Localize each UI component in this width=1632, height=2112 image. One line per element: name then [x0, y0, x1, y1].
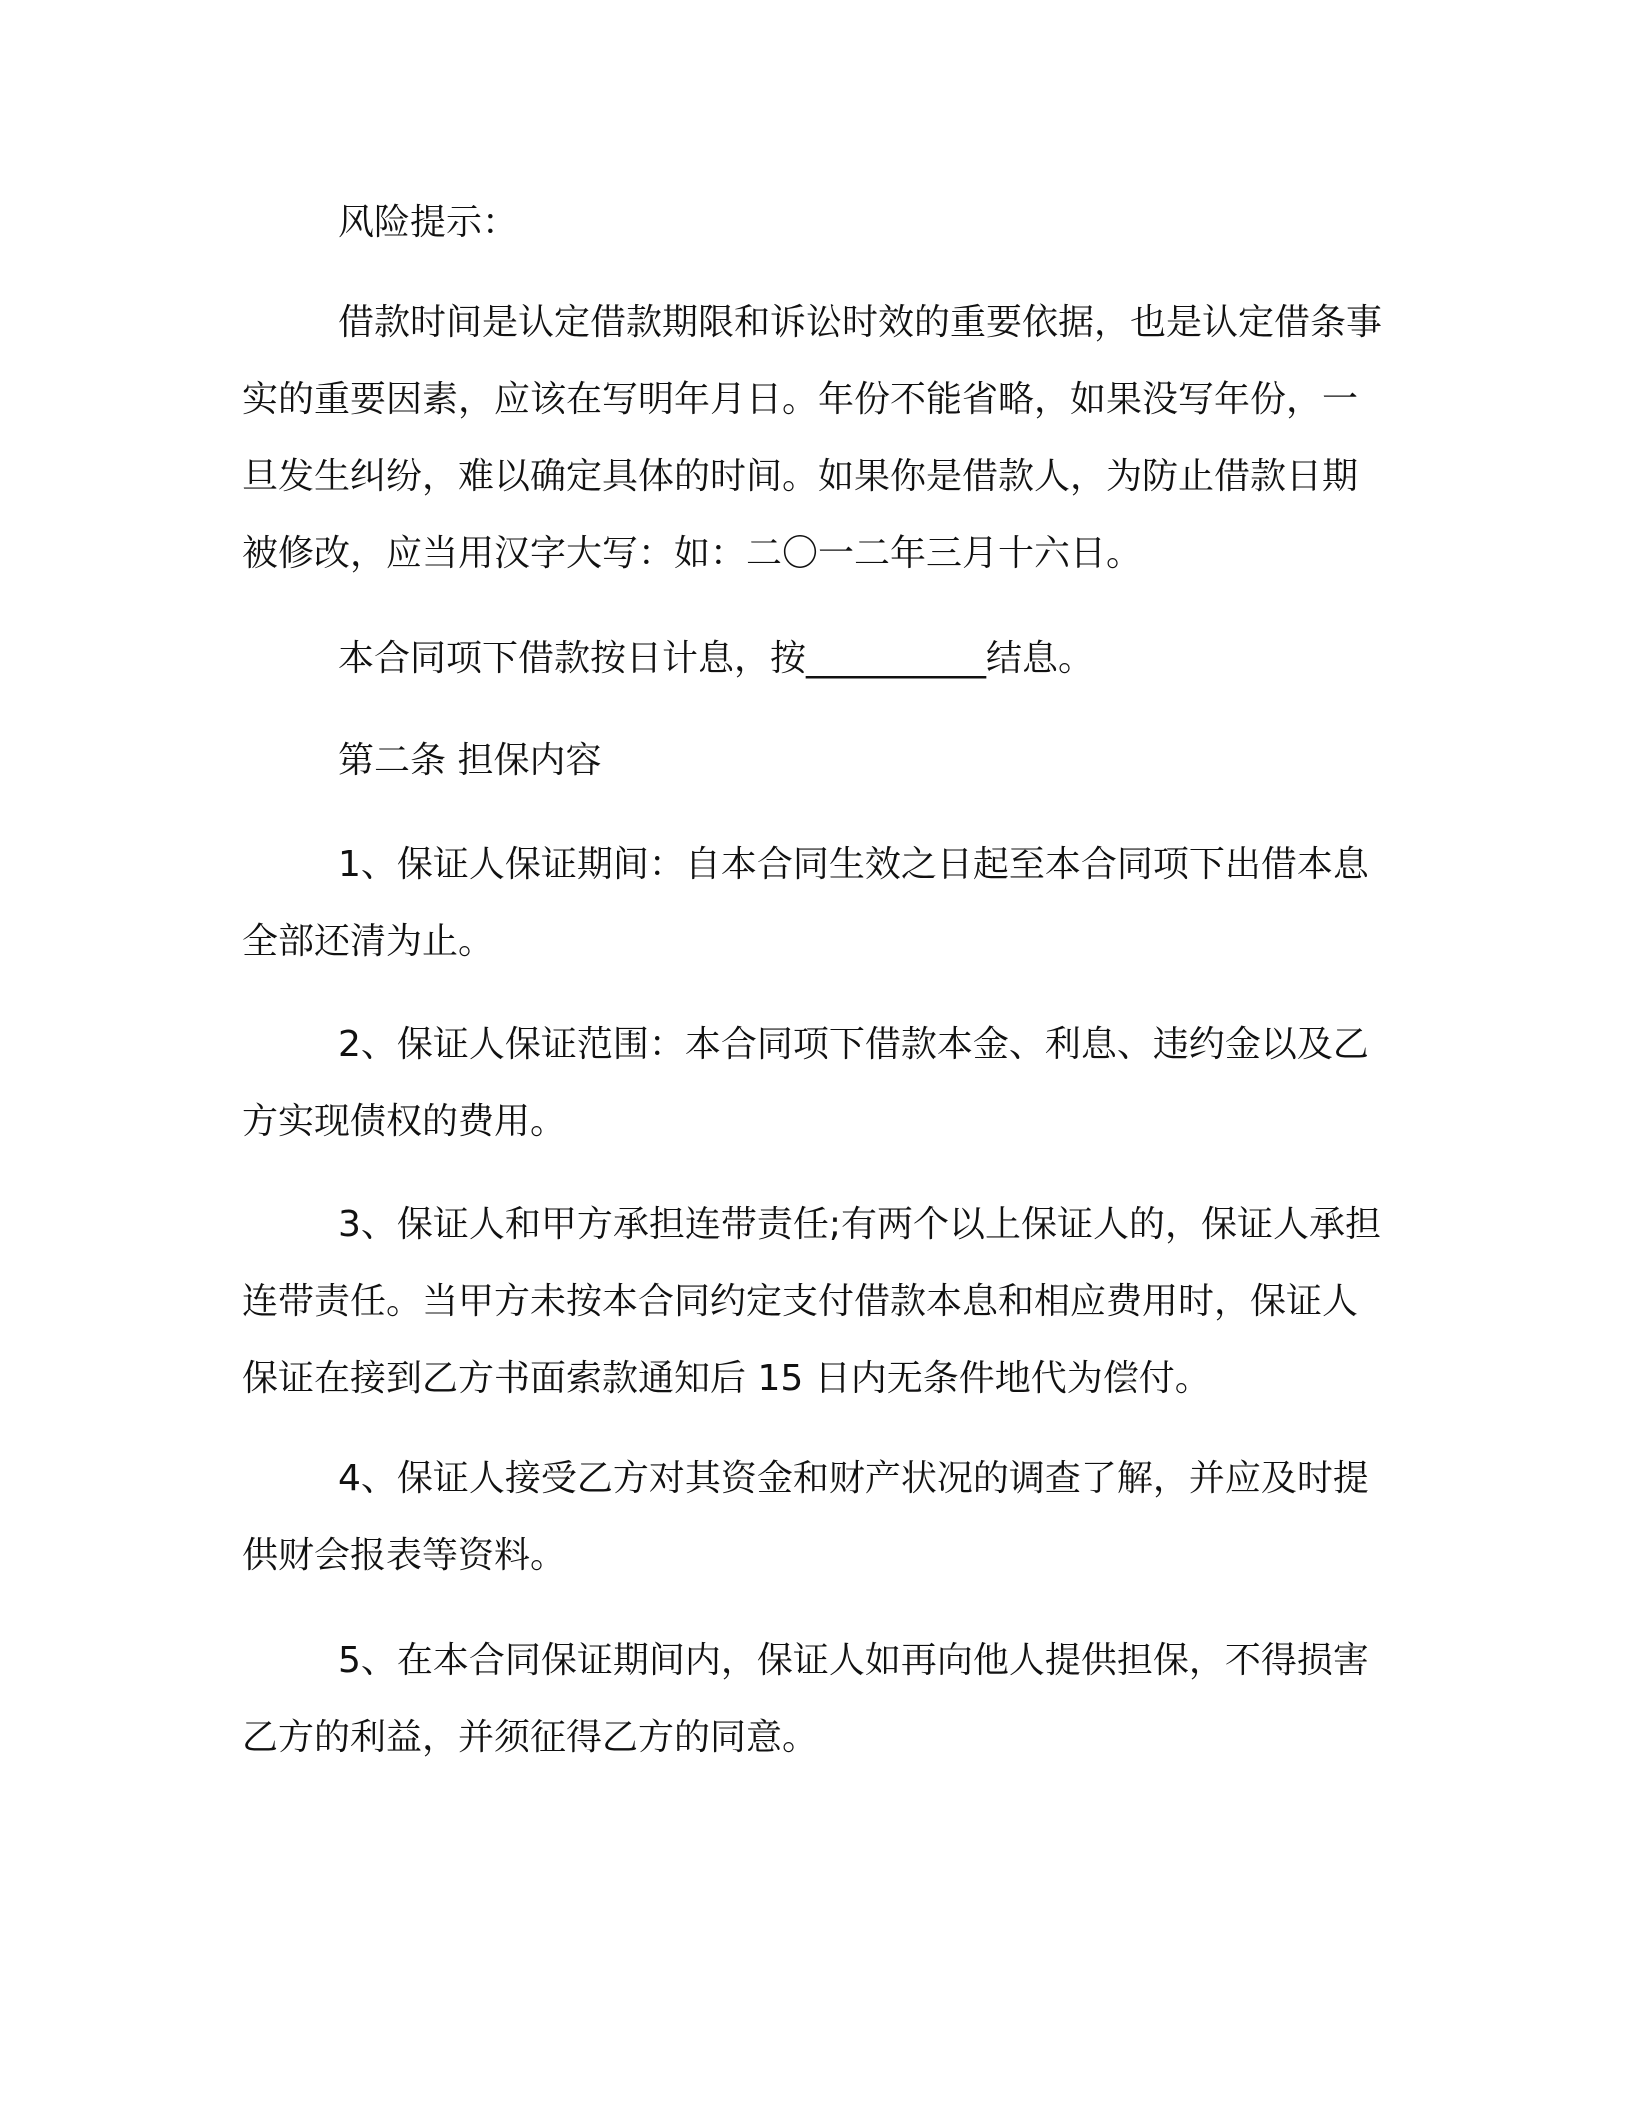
guarantee-item-1: 1、保证人保证期间：自本合同生效之日起至本合同项下出借本息全部还清为止。: [242, 844, 1369, 962]
guarantee-item-5: 5、在本合同保证期间内，保证人如再向他人提供担保，不得损害乙方的利益，并须征得乙方的同意。: [242, 1640, 1369, 1758]
article-2-heading: 第二条 担保内容: [338, 740, 602, 781]
risk-notice-body: 借款时间是认定借款期限和诉讼时效的重要依据，也是认定借条事实的重要因素，应该在写明年月日。年份不能省略，如果没写年份，一旦发生纠纷，难以确定具体的时间。如果你是借款人，为防止借款日期被修改，应当用汉字大写：如：二〇一二年三月十六日。: [242, 302, 1383, 574]
guarantee-item-4: 4、保证人接受乙方对其资金和财产状况的调查了解，并应及时提供财会报表等资料。: [242, 1458, 1369, 1576]
interest-clause: 本合同项下借款按日计息，按__________结息。: [338, 638, 1095, 679]
guarantee-item-2: 2、保证人保证范围：本合同项下借款本金、利息、违约金以及乙方实现债权的费用。: [242, 1024, 1369, 1142]
risk-notice-heading: 风险提示：: [338, 202, 519, 243]
guarantee-item-3: 3、保证人和甲方承担连带责任;有两个以上保证人的，保证人承担连带责任。当甲方未按本合同约定支付借款本息和相应费用时，保证人保证在接到乙方书面索款通知后 15 日内无条件地代为偿付。: [242, 1204, 1382, 1399]
